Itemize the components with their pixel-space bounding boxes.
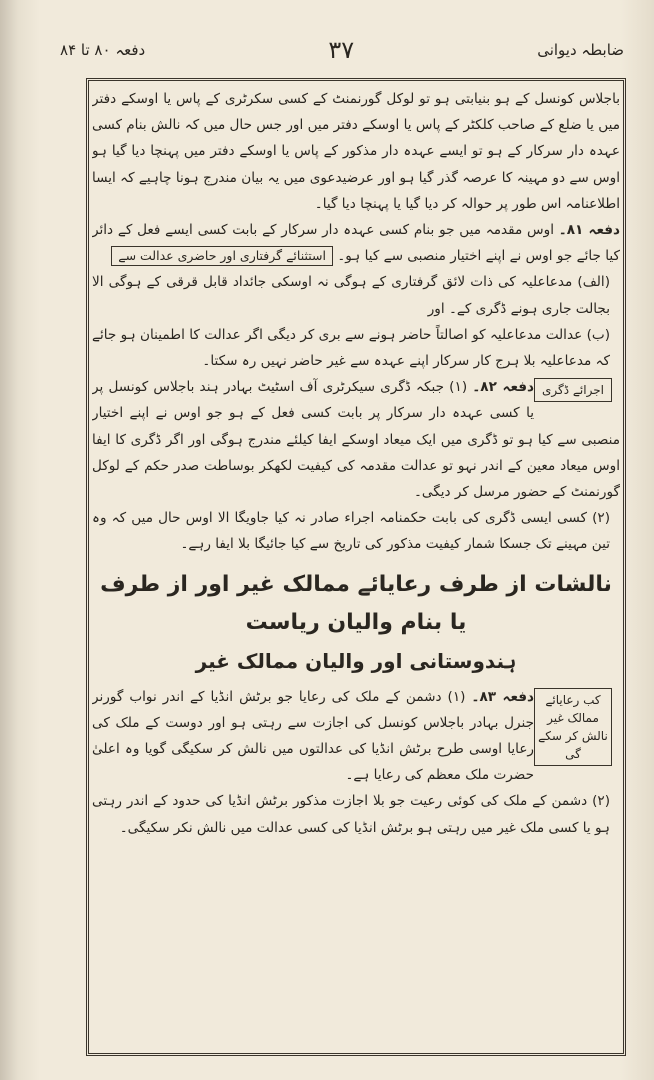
section-81-clause-b: (ب) عدالت مدعاعلیہ کو اصالتاً حاضر ہونے سے بری کر دیگی اگر عدالت کا اطمینان ہو جائے کہ مدعاعلیہ بلا ہرج کار سرکار اپنے عہدہ سے غیر حاضر نہیں رہ سکتا۔ <box>92 326 610 370</box>
section-83 <box>92 684 620 789</box>
section-83-margin-note: کب رعایائے ممالک غیر نالش کر سکے گی <box>534 688 612 766</box>
section-81-text: اوس مقدمہ میں جو بنام کسی عہدہ دار سرکار کے بابت کسی ایسے فعل کے دائر کیا جائے جو اوس نے اپنے اختیار منصبی سے کیا ہو۔ <box>92 222 620 265</box>
section-83-subsection-2: (۲) دشمن کے ملک کی کوئی رعیت جو بلا اجازت مذکور برٹش انڈیا کی حدود کے اندر رہتی ہو یا کسی ملک غیر میں رہتی ہو برٹش انڈیا کی کسی عدالت میں نالش نکر سکیگی۔ <box>92 793 610 836</box>
chapter-heading-line-2: ہندوستانی اور والیان ممالک غیر <box>195 648 517 673</box>
chapter-heading: نالشات از طرف رعایائے ممالک غیر اور از طرف یا بنام والیان ریاست <box>100 571 612 635</box>
section-83-text: (۱) دشمن کے ملک کی رعایا جو برٹش انڈیا کے اندر نواب گورنر جنرل بہادر باجلاس کونسل کی اجازت سے رہتی ہو اور دوست کے ملک کی رعایا اوسی طرح برٹش انڈیا کی عدالتوں میں نالش کر سکیگی گویا وہ اعلیٰ حضرت ملک معظم کی رعایا ہے۔ <box>92 688 534 784</box>
section-82-text: (۱) جبکہ ڈگری سیکرٹری آف اسٹیٹ بہادر ہند باجلاس کونسل پر یا کسی عہدہ دار سرکار پر بابت کسی فعل کے ہو جو اوس نے اپنے اختیار منصبی سے کیا ہو تو ڈگری میں ایک میعاد اوسکے ایفا کیلئے مندرج ہوگی اور اگر ڈگری کا ایفا اوس میعاد معین کے اندر نہو تو عدالت مقدمہ کی کیفیت لکھکر بوساطت صدر حکم کے لوکل گورنمنٹ کے حضور مرسل کر دیگی۔ <box>92 379 620 501</box>
running-title-right: ضابطہ دیوانی <box>537 41 624 59</box>
section-81-margin-note: استثنائے گرفتاری اور حاضری عدالت سے <box>111 246 333 266</box>
section-81-clause-a: (الف) مدعاعلیہ کی ذات لائق گرفتاری کے ہوگی نہ اوسکی جائداد قابل قرقی کے ہوگی الا بجالت جاری ہونے ڈگری کے۔ اور <box>92 274 610 317</box>
section-81 <box>92 217 620 269</box>
document-body <box>92 86 620 1048</box>
page-number: ۳۷ <box>328 36 355 64</box>
page-header <box>60 30 624 70</box>
paragraph-80-cont: باجلاس کونسل کے ہو بنیابتی ہو تو لوکل گورنمنٹ کے کسی سکرٹری کے پاس یا اوسکے دفتر میں یا ضلع کے صاحب کلکٹر کے پاس یا اوسکے دفتر میں اور جس حال میں کہ نالش بنام کسی عہدہ دار سرکار کے ہو تو ایسے عہدہ دار مذکور کے پاس یا اوسکے دفتر میں پہنچا دیا گیا ہو اوس سے دو مہینہ کا عرصہ گذر گیا ہو اور عرضیدعوی میں یہ بیان مندرج ہونا چاہیے کہ ایسا اطلاعنامہ اس طور پر حوالہ کر دیا گیا یا پہنچا دیا گیا۔ <box>92 91 620 212</box>
running-title-left: دفعہ ۸۰ تا ۸۴ <box>60 41 146 59</box>
section-82-subsection-2: (۲) کسی ایسی ڈگری کی بابت حکمنامہ اجراء صادر نہ کیا جاویگا الا اوس حال میں کہ وہ تین مہینے تک جسکا شمار کیفیت مذکور کی تاریخ سے کیا جائیگا بلا ایفا رہے۔ <box>92 510 610 553</box>
section-81-label: دفعہ ۸۱۔ <box>558 222 620 239</box>
section-82-margin-note: اجرائے ڈگری <box>534 378 612 402</box>
section-82 <box>92 374 620 505</box>
section-83-label: دفعہ ۸۳۔ <box>471 688 534 705</box>
section-82-label: دفعہ ۸۲۔ <box>472 379 534 396</box>
